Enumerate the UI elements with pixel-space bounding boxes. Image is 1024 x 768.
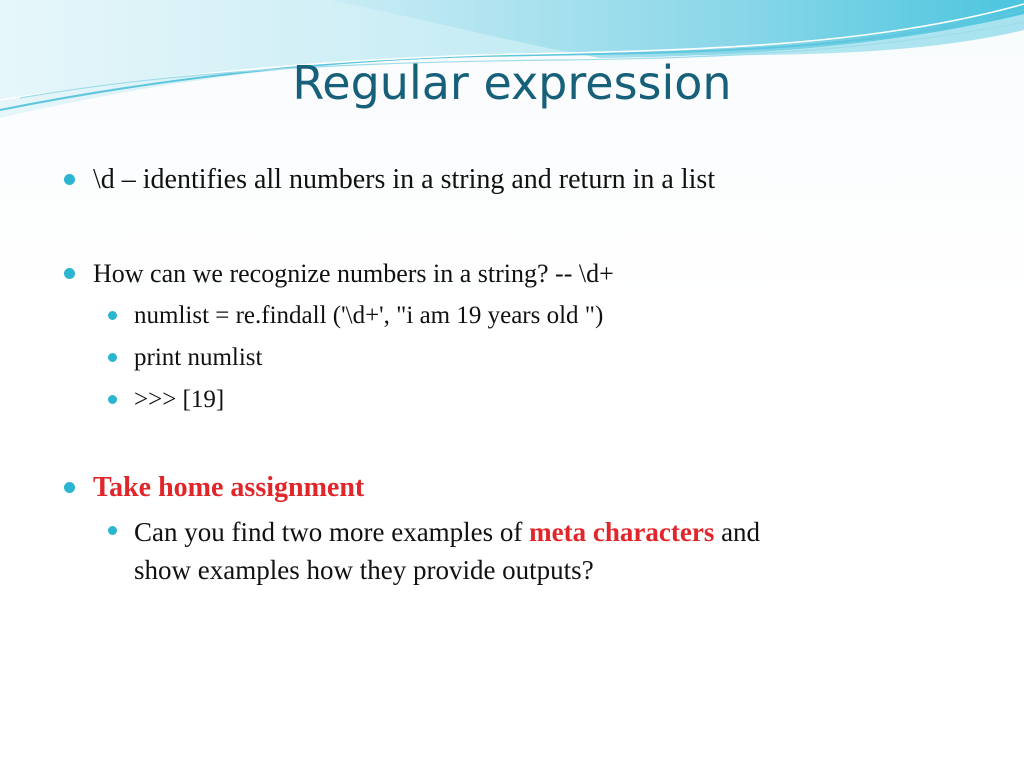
bullet-dot-icon [108,311,117,320]
bullet-text: \d – identifies all numbers in a string and return in a list [93,164,716,195]
bullet-item [60,468,960,508]
sub-bullet-text: and [714,517,761,547]
bullet-dot-icon [108,353,117,362]
bullet-text: How can we recognize numbers in a string? -- \d+ [93,259,614,288]
bullet-dot-icon [64,268,75,279]
page-title: Regular expression [292,56,732,110]
sub-bullet-item [60,380,960,420]
bullet-dot-icon [108,526,117,535]
bullet-item [60,254,960,294]
bullet-dot-icon [64,174,75,185]
meta-characters-highlight: meta characters [529,517,715,547]
sub-bullet-item [60,512,960,589]
sub-bullet-item [60,296,960,336]
bullet-item [60,160,960,200]
bullet-dot-icon [64,482,75,493]
bullet-dot-icon [108,395,117,404]
sub-bullet-text: Can you find two more examples of [134,517,530,547]
sub-bullet-text-line2: show examples how they provide outputs? [134,555,594,585]
slide-content [60,160,960,589]
sub-bullet-item [60,338,960,378]
sub-bullet-text: >>> [19] [134,386,225,413]
sub-bullet-text: numlist = re.findall ('\d+', "i am 19 years old ") [134,302,604,329]
assignment-heading: Take home assignment [93,472,365,503]
sub-bullet-text: print numlist [134,344,263,371]
